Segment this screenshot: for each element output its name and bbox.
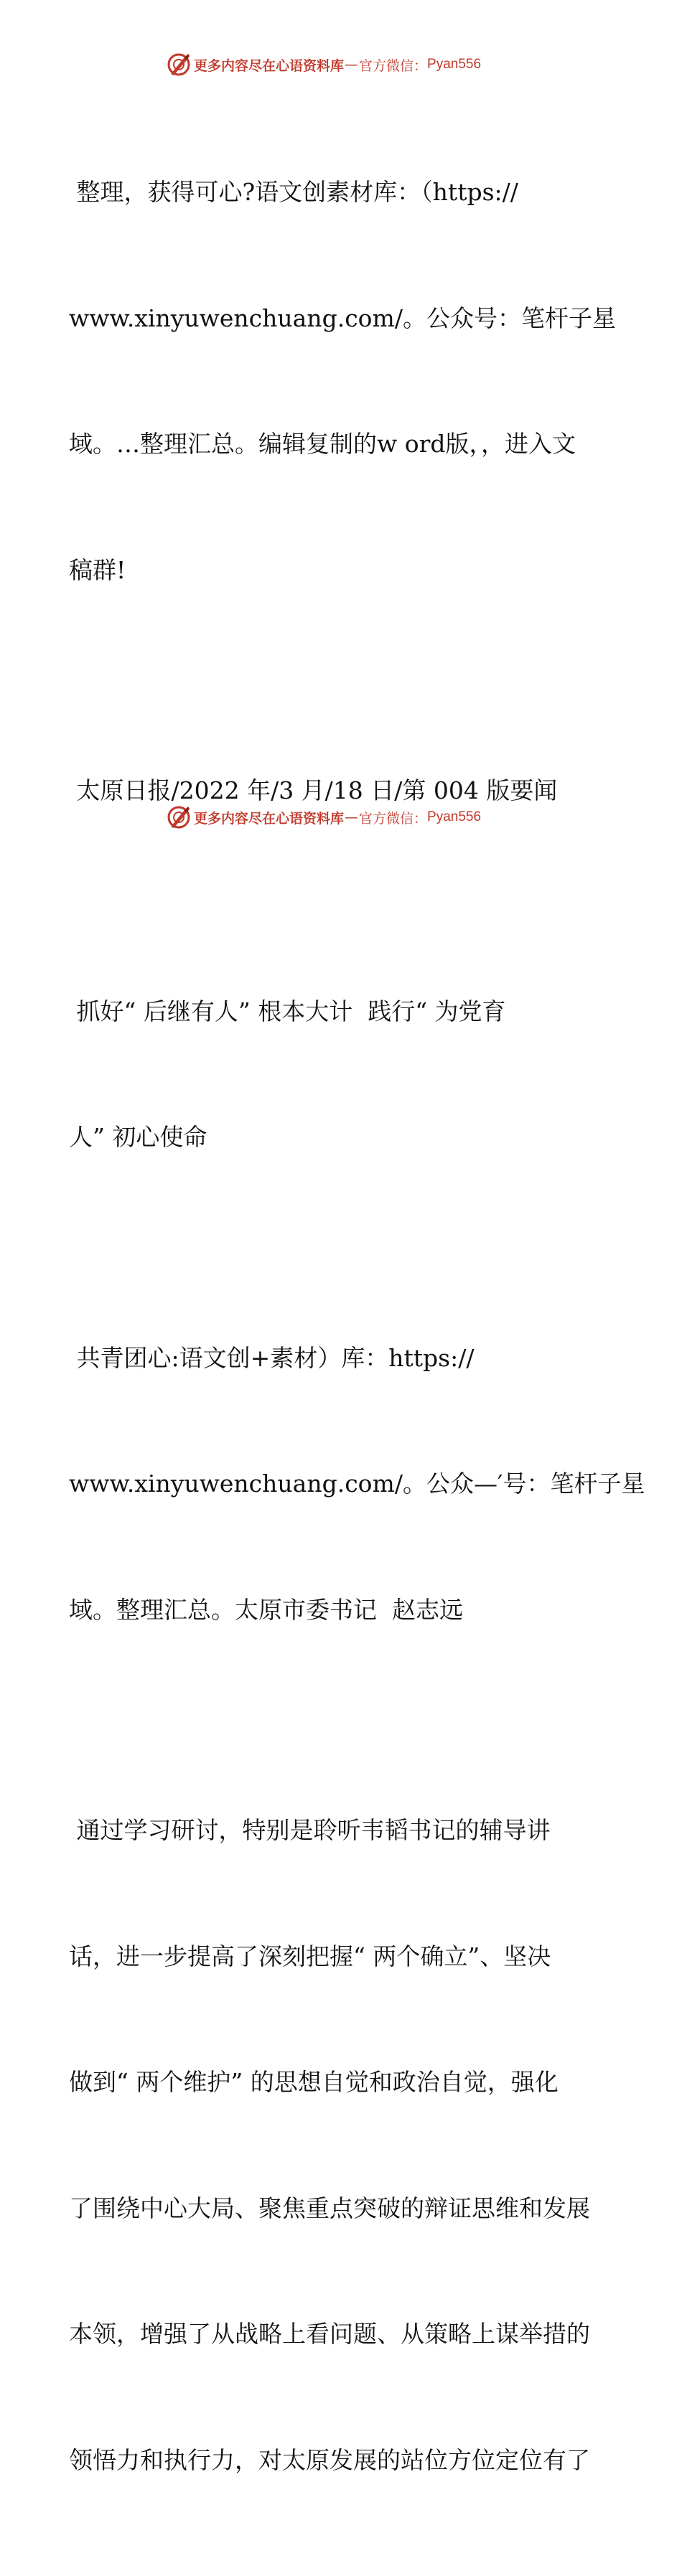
- banner-main-text: 更多内容尽在心语资料库: [194, 57, 345, 74]
- banner-wechat-id: Pyan556: [427, 809, 482, 824]
- text-line: 人” 初心使命: [69, 1123, 207, 1151]
- text-line: 域。整理汇总。太原市委书记 赵志远: [69, 1595, 463, 1624]
- paragraph-source: [69, 686, 615, 896]
- text-line: 抓好“ 后继有人” 根本大计 践行“ 为党育: [69, 997, 506, 1025]
- paragraph-body: [69, 1726, 615, 2565]
- text-line: www.xinyuwenchuang.com/。公众—′号：笔杆子星: [69, 1470, 645, 1498]
- text-line: 通过学习研讨，特别是聆听韦韬书记的辅导讲: [69, 1816, 551, 1844]
- text-line: www.xinyuwenchuang.com/。公众号：笔杆子星: [69, 304, 616, 332]
- text-line: 共青团心:语文创+素材）库：https://: [69, 1343, 475, 1372]
- text-line: 整理，获得可心?语文创素材库：（https://: [69, 178, 518, 206]
- text-line: 太原日报/2022 年/3 月/18 日/第 004 版要闻: [69, 776, 558, 804]
- text-line: 域。…整理汇总。编辑复制的w ord版，，进入文: [69, 430, 576, 458]
- brush-logo-icon: [167, 805, 191, 829]
- banner-dash: —: [345, 809, 359, 825]
- text-line: 话，进一步提高了深刻把握“ 两个确立”、坚决: [69, 1942, 551, 1970]
- banner-main-text: 更多内容尽在心语资料库: [194, 810, 345, 827]
- header-banner: [167, 52, 540, 77]
- banner-wechat-id: Pyan556: [427, 57, 482, 72]
- paragraph-title: [69, 907, 615, 1243]
- text-line: 做到“ 两个维护” 的思想自觉和政治自觉，强化: [69, 2068, 559, 2096]
- banner-sub-text: 官方微信：: [359, 57, 428, 74]
- text-line: 稿群!: [69, 555, 126, 584]
- brush-logo-icon: [167, 52, 191, 77]
- banner-sub-text: 官方微信：: [359, 810, 428, 827]
- footer-banner: [167, 804, 540, 830]
- text-line: 本领，增强了从战略上看问题、从策略上谋举措的: [69, 2320, 590, 2348]
- text-line: 领悟力和执行力，对太原发展的站位方位定位有了: [69, 2445, 590, 2474]
- document-body: [69, 88, 645, 2576]
- text-line: 了围绕中心大局、聚焦重点突破的辩证思维和发展: [69, 2194, 590, 2222]
- banner-dash: —: [345, 57, 359, 72]
- paragraph-author: [69, 1254, 645, 1716]
- paragraph-intro: [69, 88, 615, 675]
